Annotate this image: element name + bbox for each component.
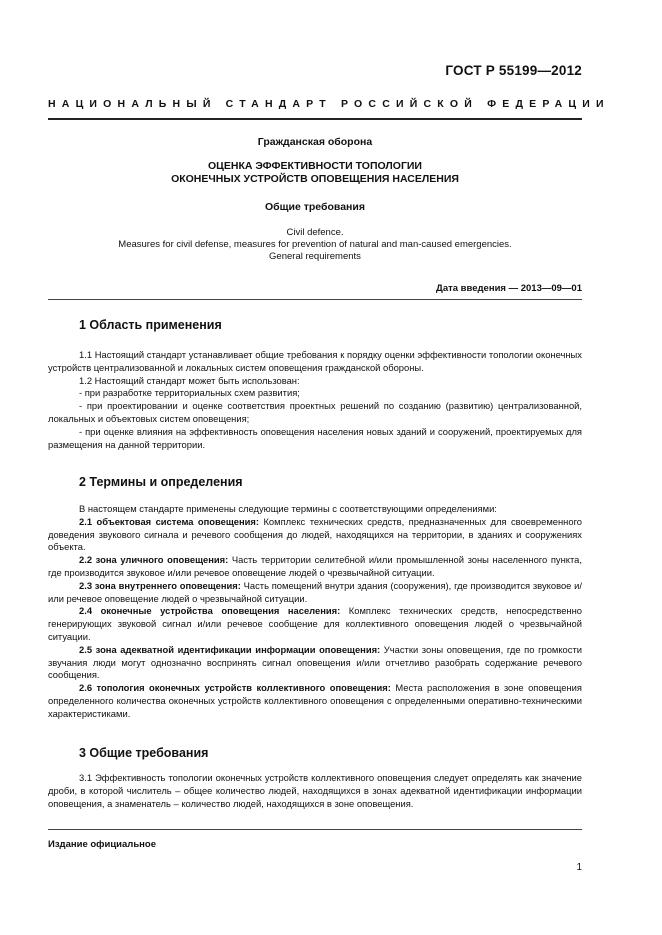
national-standard-banner: НАЦИОНАЛЬНЫЙ СТАНДАРТ РОССИЙСКОЙ ФЕДЕРАЦИИ (48, 98, 610, 110)
term-definition: Участки зоны оповещения, где по громкости звучания люди могут однозначно воспринять сигнал оповещения и/или отчетливо разобрать содержание речевого сообщения. (48, 643, 582, 681)
title-category: Гражданская оборона (257, 136, 373, 148)
term-label: 2.2 зона уличного оповещения: (79, 554, 229, 566)
header-rule (48, 118, 582, 120)
section-1-list-item: - при разработке территориальных схем развития; (79, 387, 300, 399)
section-2-intro: В настоящем стандарте применены следующие термины с соответствующими определениями: (79, 503, 497, 514)
title-main-line1: ОЦЕНКА ЭФФЕКТИВНОСТИ ТОПОЛОГИИ (208, 160, 422, 172)
page-number: 1 (576, 862, 582, 873)
term-label: 2.3 зона внутреннего оповещения: (79, 579, 241, 591)
section-3-body (48, 772, 582, 810)
title-en-line2: Measures for civil defense, measures for prevention of natural and man-caused emergencies. (118, 239, 512, 250)
edition-label: Издание официальное (48, 839, 156, 850)
section-1-list-item: - при проектировании и оценке соответствия проектных решений по созданию (развитию) централизованной, локальных и объектовых систем оповещения; (48, 400, 582, 424)
title-subtitle: Общие требования (265, 201, 365, 213)
term-entry (48, 682, 582, 720)
section-2-body (48, 503, 582, 721)
term-entry (48, 580, 582, 606)
footer-rule (48, 829, 582, 830)
term-definition: Часть помещений внутри здания (сооружения), где производится звуковое и/или речевое оповещение людей о чрезвычайной ситуации. (48, 579, 582, 604)
section-1-heading: 1 Область применения (79, 318, 222, 332)
term-entry (48, 644, 582, 682)
section-1-list-item: - при оценке влияния на эффективность оповещения населения новых зданий и сооружений, проектируемых для размещения на данной территории. (48, 425, 582, 450)
term-label: 2.6 топология оконечных устройств коллективного оповещения: (79, 682, 391, 694)
term-label: 2.5 зона адекватной идентификации информации оповещения: (79, 643, 381, 655)
section-2-heading: 2 Термины и определения (79, 475, 243, 489)
term-definition: Комплекс технических средств, непосредственно генерирующих звуковой сигнал и/или речевое сообщение для коллективного оповещения людей о чрезвычайной ситуации. (48, 605, 582, 642)
section-1-body (48, 349, 582, 451)
term-label: 2.4 оконечные устройства оповещения населения: (79, 605, 341, 617)
term-entry (48, 605, 582, 643)
term-definition: Места расположения в зоне оповещения определенного количества оконечных устройств коллективного оповещения с определенными оперативно-техническими характеристиками. (48, 682, 582, 719)
term-entry (48, 554, 582, 580)
introduction-date: Дата введения — 2013—09—01 (436, 283, 582, 294)
term-definition: Часть территории селитебной и/или промышленной зоны населенного пункта, где производится звуковое и/или речевое оповещение людей о чрезвычайной ситуации. (48, 554, 582, 578)
section-1-paragraph: 1.1 Настоящий стандарт устанавливает общие требования к порядку оценки эффективности топологии оконечных устройств централизованной и локальных систем оповещения гражданской обороны. (48, 349, 582, 373)
term-entry (48, 516, 582, 554)
section-3-paragraph: 3.1 Эффективность топологии оконечных устройств коллективного оповещения следует определять как значение дроби, в которой числитель – общее количество людей, находящихся в зонах адекватной идентификации информации оповещения, а знаменатель – количество людей, находящихся в зоне оповещения. (48, 772, 582, 809)
term-label: 2.1 объектовая система оповещения: (79, 515, 260, 527)
date-rule (48, 299, 582, 300)
section-1-paragraph: 1.2 Настоящий стандарт может быть использован: (79, 374, 300, 386)
section-3-heading: 3 Общие требования (79, 746, 209, 760)
title-en-line3: General requirements (269, 251, 361, 262)
standard-code: ГОСТ Р 55199—2012 (445, 63, 582, 78)
title-en-line1: Civil defence. (286, 227, 344, 238)
title-main-line2: ОКОНЕЧНЫХ УСТРОЙСТВ ОПОВЕЩЕНИЯ НАСЕЛЕНИЯ (171, 173, 459, 185)
term-definition: Комплекс технических средств, предназначенных для своевременного доведения звукового сигнала и речевого сообщения до людей, находящихся на территории, в зданиях и сооружениях объекта. (48, 515, 582, 553)
